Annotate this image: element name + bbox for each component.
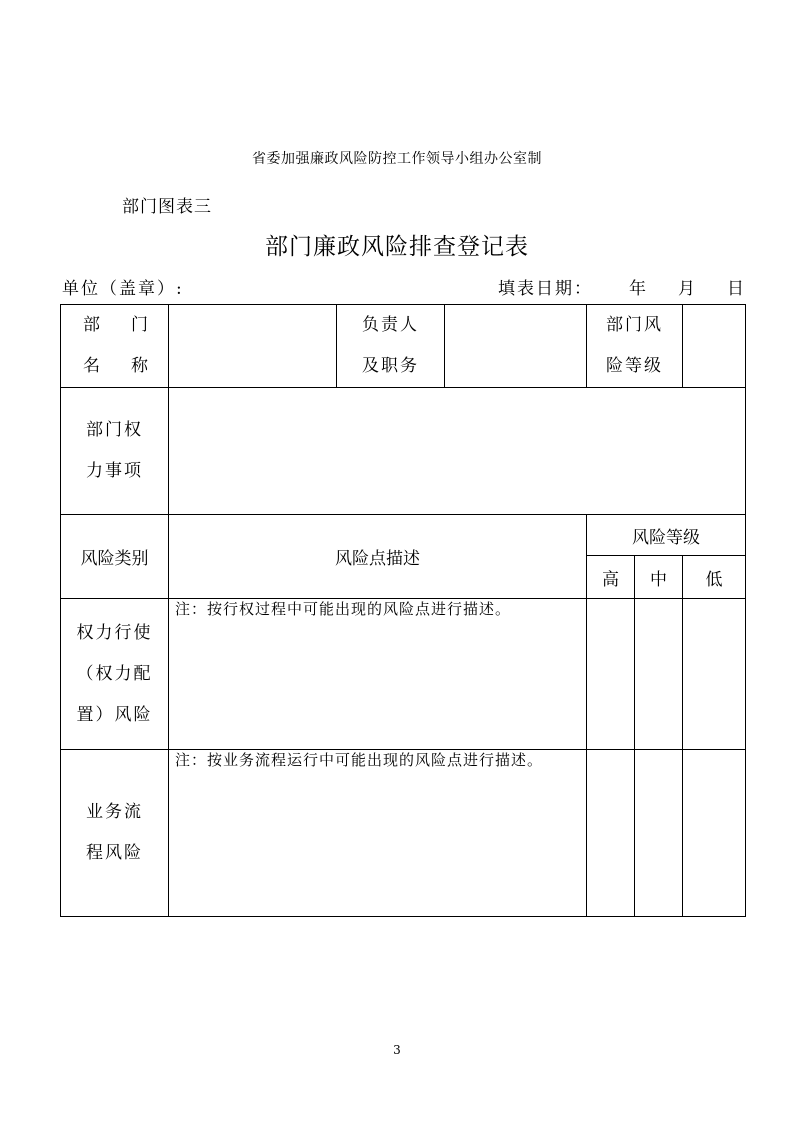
issuing-office: 省委加强廉政风险防控工作领导小组办公室制 <box>252 151 542 167</box>
fill-date-label: 填表日期： <box>498 279 593 299</box>
risk-description-header: 风险点描述 <box>169 515 587 599</box>
risk-header-row <box>61 515 746 556</box>
responsible-label: 负责人 及职务 <box>337 305 445 388</box>
process-risk-description[interactable]: 注：按业务流程运行中可能出现的风险点进行描述。 <box>169 750 587 917</box>
responsible-field[interactable] <box>445 305 587 388</box>
day-label: 日 <box>727 279 746 299</box>
process-risk-medium-cell[interactable] <box>635 750 683 917</box>
document-title: 部门廉政风险排查登记表 <box>265 234 529 260</box>
power-risk-category: 权力行使 （权力配 置）风险 <box>61 599 169 750</box>
process-risk-row <box>61 750 746 917</box>
month-label: 月 <box>678 279 697 299</box>
process-risk-low-cell[interactable] <box>683 750 746 917</box>
page-number: 3 <box>393 1043 401 1057</box>
power-risk-high-cell[interactable] <box>587 599 635 750</box>
dept-risk-level-field[interactable] <box>683 305 746 388</box>
dept-name-field[interactable] <box>169 305 337 388</box>
fill-date-row <box>498 274 758 299</box>
dept-info-row <box>61 305 746 388</box>
power-items-row <box>61 388 746 515</box>
power-risk-row <box>61 599 746 750</box>
risk-grade-header: 风险等级 <box>587 515 746 556</box>
power-risk-description[interactable]: 注：按行权过程中可能出现的风险点进行描述。 <box>169 599 587 750</box>
process-risk-high-cell[interactable] <box>587 750 635 917</box>
process-risk-category: 业务流 程风险 <box>61 750 169 917</box>
risk-register-table <box>60 304 746 917</box>
risk-category-header: 风险类别 <box>61 515 169 599</box>
power-items-field[interactable] <box>169 388 746 515</box>
grade-low-header: 低 <box>683 556 746 599</box>
chart-label: 部门图表三 <box>122 197 212 217</box>
grade-high-header: 高 <box>587 556 635 599</box>
grade-medium-header: 中 <box>635 556 683 599</box>
dept-risk-level-label: 部门风 险等级 <box>587 305 683 388</box>
unit-seal-label: 单位（盖章）: <box>62 279 184 299</box>
year-label: 年 <box>629 279 648 299</box>
power-risk-medium-cell[interactable] <box>635 599 683 750</box>
dept-name-label: 部 门 名 称 <box>61 305 169 388</box>
power-items-label: 部门权 力事项 <box>61 388 169 515</box>
power-risk-low-cell[interactable] <box>683 599 746 750</box>
